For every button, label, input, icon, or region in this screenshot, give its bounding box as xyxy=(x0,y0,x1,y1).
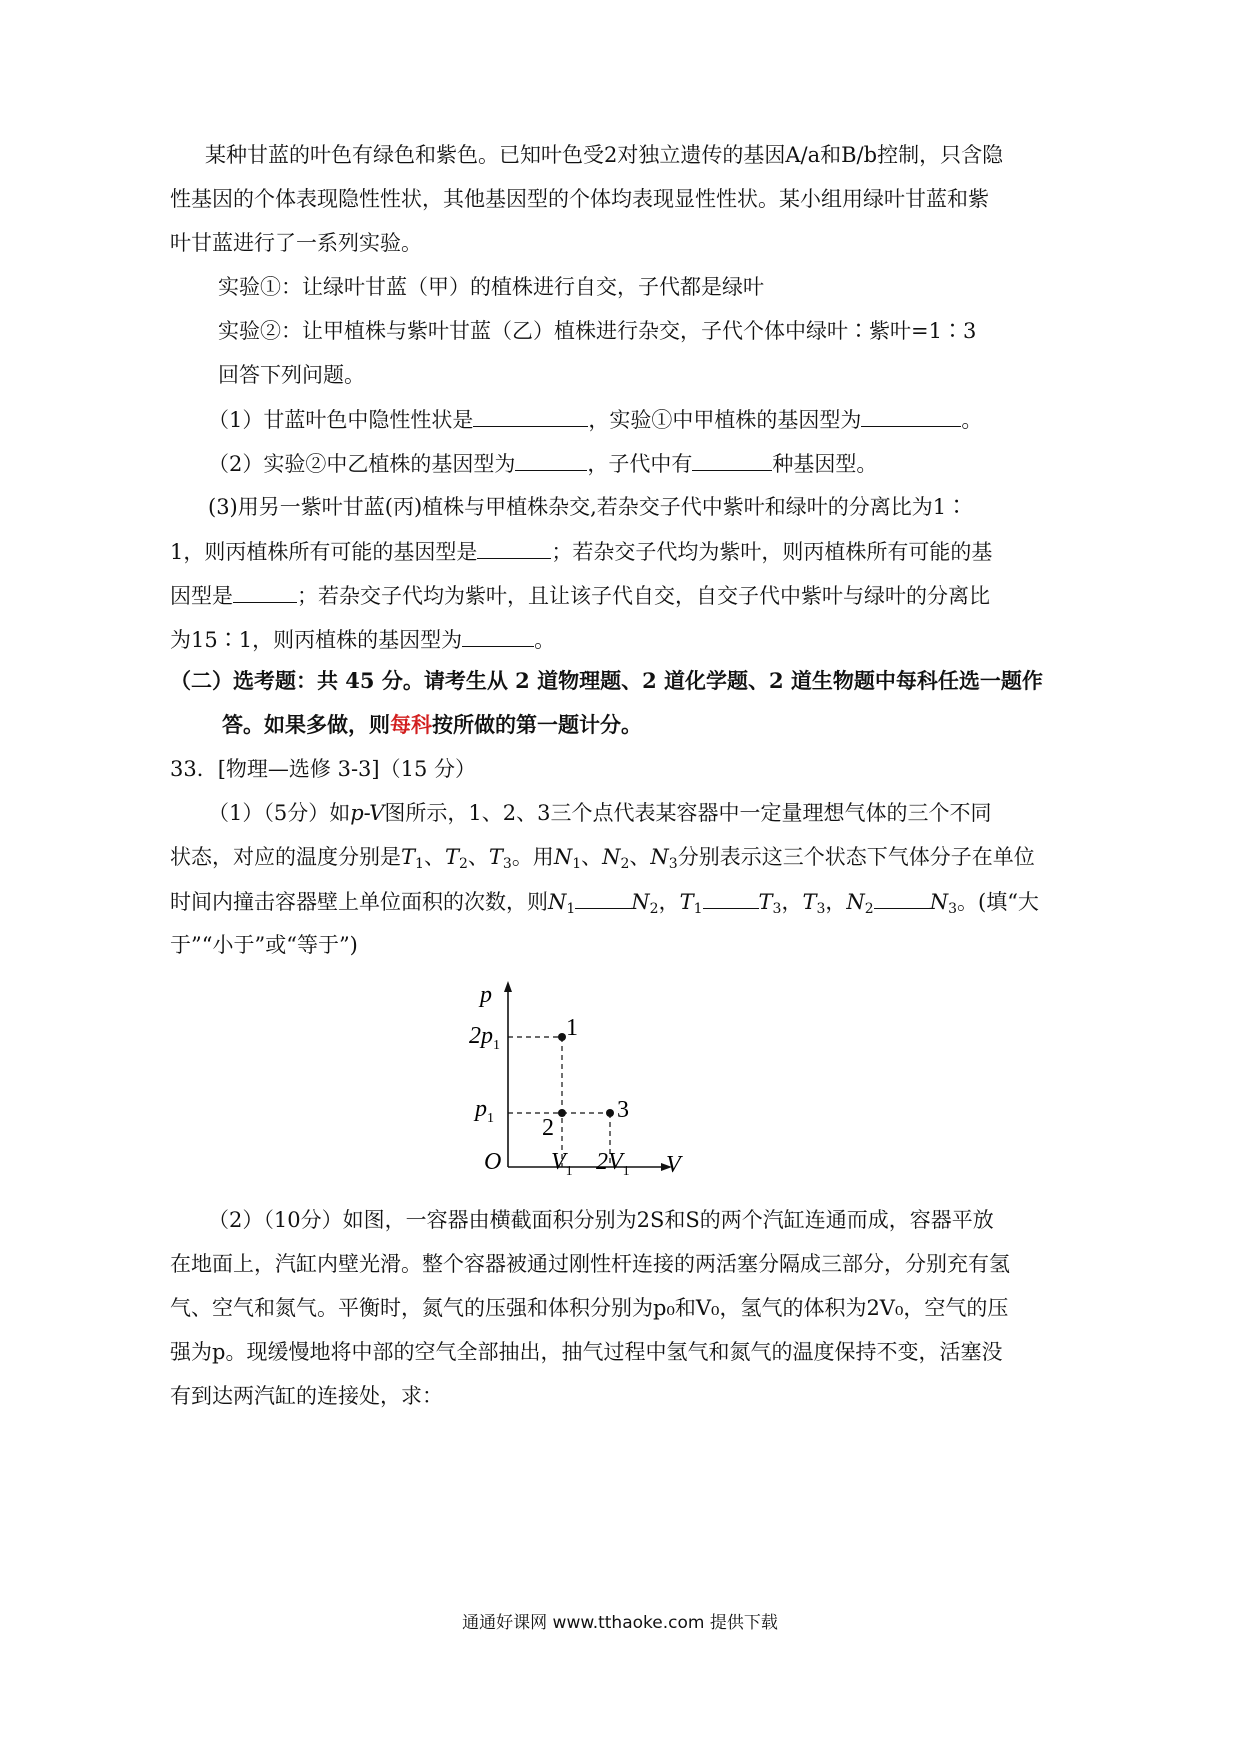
subscript: 3 xyxy=(668,856,678,872)
question-3-line-1: (3)用另一紫叶甘蓝(丙)植株与甲植株杂交,若杂交子代中紫叶和绿叶的分离比为1∶ xyxy=(208,495,968,519)
answer-blank[interactable] xyxy=(473,404,588,427)
elective-section-heading: （二）选考题：共 45 分。请考生从 2 道物理题、2 道化学题、2 道生物题中每科任选一题作 xyxy=(170,668,1043,693)
answer-blank[interactable] xyxy=(692,448,772,471)
question-3-text-b: 1，则丙植株所有可能的基因型是 xyxy=(170,540,478,564)
tick-subscript: 1 xyxy=(565,1164,573,1179)
answer-blank[interactable] xyxy=(861,404,961,427)
collision-count-symbol: N xyxy=(548,890,567,914)
tick-subscript: 1 xyxy=(493,1038,500,1053)
question-1 xyxy=(208,404,982,435)
tick-subscript: 1 xyxy=(622,1164,630,1179)
answer-blank[interactable] xyxy=(575,886,631,909)
question-1-text-b: ，实验①中甲植株的基因型为 xyxy=(588,408,862,432)
question-2-text-b: ，子代中有 xyxy=(587,452,693,476)
question-3-text-e: ；若杂交子代均为紫叶，且让该子代自交，自交子代中紫叶与绿叶的分离比 xyxy=(297,584,990,608)
answer-blank[interactable] xyxy=(462,624,534,647)
y-tick-p1 xyxy=(473,1096,494,1126)
question-2-text-a: （2）实验②中乙植株的基因型为 xyxy=(208,452,516,476)
separator: 、 xyxy=(629,845,651,869)
subscript: 3 xyxy=(816,901,826,917)
question-3-line-4 xyxy=(170,624,555,655)
q33-part1-line-1 xyxy=(208,798,992,828)
separator: ， xyxy=(825,890,847,914)
q33-part2-line-4: 强为p。现缓慢地将中部的空气全部抽出，抽气过程中氢气和氮气的温度保持不变，活塞没 xyxy=(170,1340,1003,1364)
question-1-text-c: 。 xyxy=(961,408,983,432)
experiment-2: 实验②：让甲植株与紫叶甘蓝（乙）植株进行杂交，子代个体中绿叶∶紫叶=1∶3 xyxy=(218,319,977,343)
answer-prompt: 回答下列问题。 xyxy=(218,363,365,387)
q33-part1-line-3 xyxy=(170,886,1039,917)
q33-text: （1）（5分）如 xyxy=(208,801,351,825)
subscript: 1 xyxy=(566,901,576,917)
subscript: 1 xyxy=(415,856,424,872)
q33-part2-line-5: 有到达两汽缸的连接处，求： xyxy=(170,1384,443,1408)
q33-text: 分别表示这三个状态下气体分子在单位 xyxy=(677,845,1035,869)
tick-subscript: 1 xyxy=(487,1111,494,1126)
state-point-3 xyxy=(606,1109,614,1117)
point-label-1: 1 xyxy=(566,1015,578,1041)
separator: 、 xyxy=(423,845,445,869)
question-33-header: 33．[物理—选修 3-3]（15 分） xyxy=(170,757,476,781)
point-label-2: 2 xyxy=(542,1115,554,1141)
subscript: 1 xyxy=(572,856,582,872)
question-3-text-d: 因型是 xyxy=(170,584,233,608)
temperature-symbol: T xyxy=(401,845,416,869)
temperature-symbol: T xyxy=(758,890,773,914)
y-axis-arrow xyxy=(504,981,512,992)
q33-part2-line-3: 气、空气和氮气。平衡时，氮气的压强和体积分别为p₀和V₀，氢气的体积为2V₀，空气的压 xyxy=(170,1296,1009,1320)
question-1-text-a: （1）甘蓝叶色中隐性性状是 xyxy=(208,408,474,432)
question-3-text-g: 。 xyxy=(534,628,556,652)
instruction-text-a: 答。如果多做，则 xyxy=(222,712,390,737)
temperature-symbol: T xyxy=(679,890,694,914)
q33-part2-line-1: （2）（10分）如图，一容器由横截面积分别为2S和S的两个汽缸连通而成，容器平放 xyxy=(208,1208,994,1232)
answer-blank[interactable] xyxy=(874,886,930,909)
experiment-1: 实验①：让绿叶甘蓝（甲）的植株进行自交，子代都是绿叶 xyxy=(218,275,764,299)
origin-label: O xyxy=(484,1149,502,1175)
question-3-line-2 xyxy=(170,536,992,567)
separator: ， xyxy=(658,890,680,914)
x-tick-2v1 xyxy=(596,1149,630,1179)
subscript: 3 xyxy=(772,901,782,917)
tick-text: 2V xyxy=(596,1149,623,1175)
q33-text: 状态，对应的温度分别是 xyxy=(170,845,401,869)
tick-text: V xyxy=(551,1149,566,1175)
question-3-line-3 xyxy=(170,580,990,611)
subscript: 2 xyxy=(864,901,874,917)
subscript: 2 xyxy=(458,856,468,872)
subscript: 3 xyxy=(948,901,957,917)
answer-blank[interactable] xyxy=(703,886,759,909)
page-footer: 通通好课网 www.tthaoke.com 提供下载 xyxy=(462,1613,778,1633)
point-label-3: 3 xyxy=(617,1097,629,1123)
pv-diagram xyxy=(460,975,700,1185)
q33-text: 。(填“大 xyxy=(957,890,1039,914)
temperature-symbol: T xyxy=(488,845,503,869)
q33-part2-line-2: 在地面上，汽缸内壁光滑。整个容器被通过刚性杆连接的两活塞分隔成三部分，分别充有氢 xyxy=(170,1252,1010,1276)
collision-count-symbol: N xyxy=(929,890,949,914)
collision-count-symbol: N xyxy=(650,845,669,869)
question-3-text-c: ；若杂交子代均为紫叶，则丙植株所有可能的基 xyxy=(551,540,993,564)
y-tick-2p1 xyxy=(469,1023,500,1053)
x-tick-v1 xyxy=(551,1149,573,1179)
instruction-highlight: 每科 xyxy=(390,712,432,737)
q33-text: 时间内撞击容器壁上单位面积的次数，则 xyxy=(170,890,548,914)
tick-text: 2p xyxy=(469,1023,493,1049)
question-3-text-f: 为15∶1，则丙植株的基因型为 xyxy=(170,628,463,652)
pv-symbol: p-V xyxy=(350,801,385,825)
instruction-text-b: 按所做的第一题计分。 xyxy=(432,712,642,737)
subscript: 2 xyxy=(649,901,659,917)
question-2 xyxy=(208,448,877,479)
temperature-symbol: T xyxy=(444,845,459,869)
answer-blank[interactable] xyxy=(233,580,297,603)
q33-text: 。用 xyxy=(511,845,554,869)
subscript: 2 xyxy=(620,856,630,872)
subscript: 1 xyxy=(693,901,703,917)
state-point-2 xyxy=(558,1109,566,1117)
q33-text: 图所示，1、2、3三个点代表某容器中一定量理想气体的三个不同 xyxy=(384,801,992,825)
subscript: 3 xyxy=(502,856,512,872)
q33-part1-line-4: 于”“小于”或“等于”) xyxy=(170,933,358,957)
tick-text: p xyxy=(475,1096,487,1122)
genetics-paragraph-line-3: 叶甘蓝进行了一系列实验。 xyxy=(170,231,422,255)
collision-count-symbol: N xyxy=(602,845,621,869)
q33-part1-line-2 xyxy=(170,842,1035,872)
genetics-paragraph-line-2: 性基因的个体表现隐性性状，其他基因型的个体均表现显性性状。某小组用绿叶甘蓝和紫 xyxy=(170,187,989,211)
state-point-1 xyxy=(558,1033,566,1041)
collision-count-symbol: N xyxy=(631,890,650,914)
answer-blank[interactable] xyxy=(477,536,551,559)
y-axis-label: p xyxy=(480,982,492,1008)
separator: ， xyxy=(781,890,803,914)
question-2-text-c: 种基因型。 xyxy=(772,452,878,476)
temperature-symbol: T xyxy=(802,890,817,914)
elective-section-instruction xyxy=(222,710,642,740)
genetics-paragraph-line-1: 某种甘蓝的叶色有绿色和紫色。已知叶色受2对独立遗传的基因A/a和B/b控制，只含隐 xyxy=(205,143,1004,167)
separator: 、 xyxy=(581,845,603,869)
collision-count-symbol: N xyxy=(846,890,865,914)
separator: 、 xyxy=(467,845,489,869)
answer-blank[interactable] xyxy=(515,448,587,471)
x-axis-label: V xyxy=(666,1152,681,1178)
collision-count-symbol: N xyxy=(553,845,573,869)
